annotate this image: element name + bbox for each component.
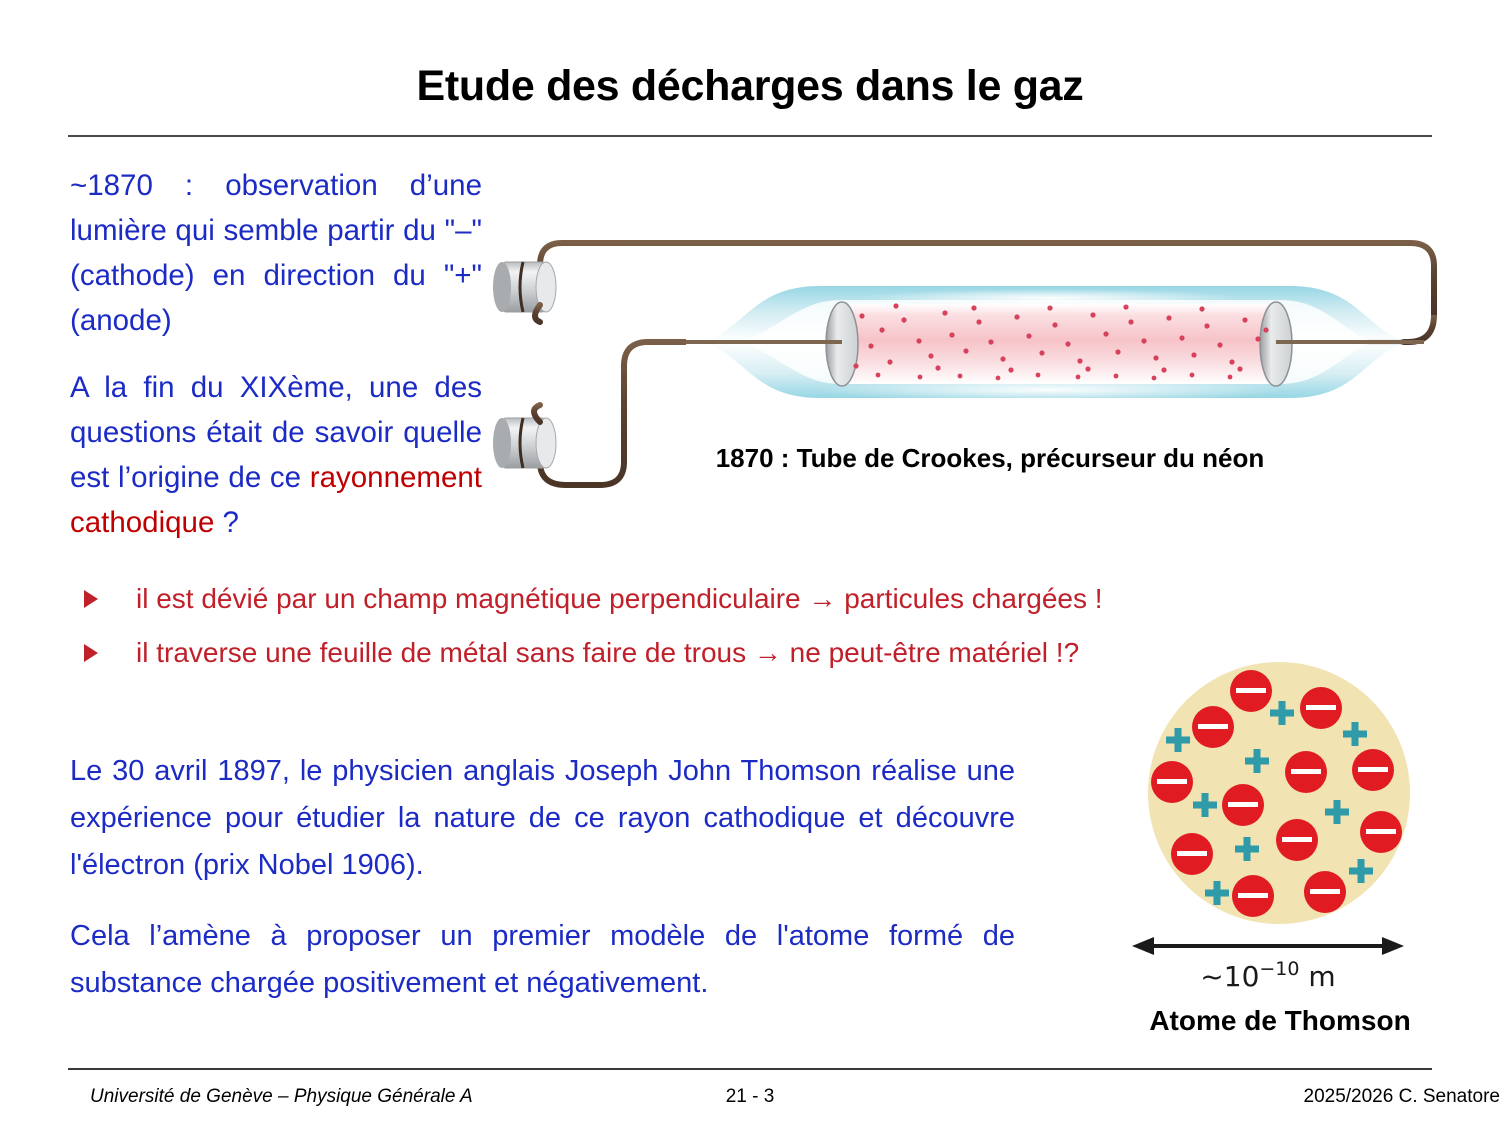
upper-paragraph-2-lead: A la fin du XIXème, une des questions était de savoir quelle est l’origine de ce [70,371,482,494]
tube-bottom-glow [820,378,1280,402]
bullet-label: il est dévié par un champ magnétique perpendiculaire → particules chargées ! [136,583,1103,614]
lower-paragraph-2: Cela l’amène à proposer un premier modèle de l'atome formé de substance chargée positivement et négativement. [70,920,1015,999]
scale-label [1200,958,1335,993]
wire-bottom-loop [540,342,686,485]
title-divider [68,135,1432,137]
scale-arrow-head-left [1132,937,1154,955]
lower-text-block [70,748,1015,1007]
thomson-atom-figure [1135,660,1425,930]
triangle-right-bullet-icon [84,590,98,608]
footer-author-label: 2025/2026 C. Senatore [1303,1086,1500,1107]
terminal-lower [493,418,556,468]
lower-paragraph-1: Le 30 avril 1897, le physicien anglais Joseph John Thomson réalise une expérience pour étudier la nature de ce rayon cathodique et découvre l'électron (prix Nobel 1906). [70,755,1015,881]
wire-tail-upper [535,305,540,322]
thomson-atom-caption: Atome de Thomson [1149,1005,1411,1036]
atom-scale-bar [1128,934,1428,994]
triangle-right-bullet-icon [84,644,98,662]
scale-label-unit: m [1299,960,1336,993]
list-item [70,583,1250,615]
scale-arrow-head-right [1382,937,1404,955]
upper-paragraph-1: ~1870 : observation d’une lumière qui semble partir du "–" (cathode) en direction du "+" (anode) [70,169,482,337]
terminal-upper [493,262,556,312]
upper-paragraph-2-highlight: rayonnement cathodique [70,461,482,539]
footer-course-label: Université de Genève – Physique Générale A [90,1086,473,1107]
wire-tail-lower [534,405,540,422]
page-title: Etude des décharges dans le gaz [416,62,1084,110]
footer-divider [68,1068,1432,1070]
observation-bullet-list [70,583,1250,691]
upper-paragraph-2-tail: ? [214,506,239,539]
crookes-tube-caption: 1870 : Tube de Crookes, précurseur du néon [715,443,1265,473]
footer-page-number: 21 - 3 [725,1086,775,1107]
tube-gas-column [842,304,1274,384]
upper-paragraph-2 [70,365,482,545]
scale-label-exponent: −10 [1259,958,1300,980]
upper-text-block [70,163,482,545]
tube-specular-highlight [860,289,1240,307]
bullet-label: il traverse une feuille de métal sans faire de trous → ne peut-être matériel !? [136,637,1080,668]
list-item [70,637,1250,669]
scale-label-base: ~10 [1200,960,1260,993]
